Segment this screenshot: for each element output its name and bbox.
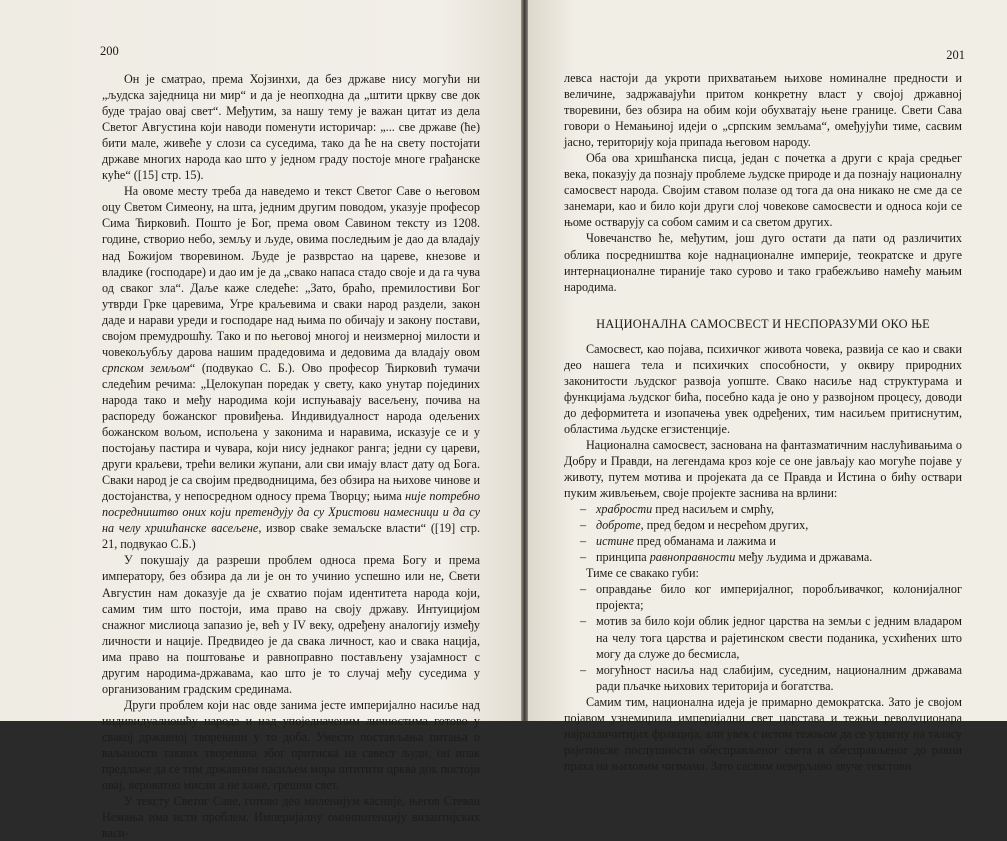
- right-page-number: 201: [946, 48, 965, 62]
- paragraph: левса настоји да укроти прихватањем њихове номиналне предности и величине, задржавајући притом конкретну власт у својој државној творевини, без обзира на обим који обухватају њене границе. Свети Сава говори о Немањиној идеји о „српским земљама“, омеђујући тиме, сасвим јасно, територију која припада његовом народу.: [564, 71, 962, 150]
- list-item: [564, 517, 962, 533]
- left-page-number: 200: [100, 44, 119, 58]
- list-item: – оправдање било ког империјалног, поробљивачког, колонијалног пројекта;: [564, 581, 962, 613]
- list-item-text: , пред бедом и несрећом других,: [640, 518, 809, 533]
- paragraph: У покушају да разреши проблем односа према Богу и према императору, без обзира да ли је он то учинио успешно или не, Свети Августин нам доказује да је схватио појам идентитета народа који, самим тим што постоји, има право на своју државу. Интуицијом снажног мислиоца запазио је, већ у IV веку, одређену аналогију између личности и нације. Предвидео је да свака личност, као и свака нација, има право на поштовање и равноправно постављену узајамност с другим народима-државама, као што је то случај међу суседима у организованим градским срединама.: [102, 553, 480, 696]
- list-item-text: пред обманама и лажима и: [633, 534, 776, 549]
- emphasis-text: није потребно посредништво оних који претендују да су Христови намесници и да су на челу хришћанске васељене: [102, 489, 480, 536]
- emphasis-text: храбрости: [596, 502, 653, 517]
- paragraph: Он је сматрао, према Хојзинхи, да без државе нису могући ни „људска заједница ни мир“ и да је неопходна да „штити цркву све док буде трајао овај свет“. Међутим, за нашу тему је важан цитат из дела Светог Августина који наводи поменути историчар: „... све државе (ће) бити мале, живеће у слози са суседима, тако да ће на свету постојати државе многих народа као што у једном граду постоје многе грађанске куће“ ([15] стр. 15).: [102, 72, 480, 183]
- right-page: [528, 0, 1007, 773]
- list-item: [564, 501, 962, 517]
- left-page-text: [102, 71, 480, 841]
- emphasis-text: доброте: [596, 518, 641, 533]
- emphasis-text: српском земљом: [102, 360, 190, 375]
- paragraph-text: , извор свake земаљске власти“ ([19] стр. 21, подвукао С.Б.): [102, 521, 480, 552]
- paragraph: Самосвест, као појава, психичког живота човека, развија се као и сваки део нашега тела и психичких способности, у оквиру природних законитости људског развоја уопште. Свако насиље над структурама и функцијама људског бића, посебно када је оно у развојном процесу, доводи до деформитета и изопачења увек одређених, тим насиљем притиснутим, областима људске егзистенције.: [564, 341, 962, 436]
- paragraph: [102, 183, 480, 552]
- paragraph: Други проблем који нас овде занима јесте империјално насиље над индивидуалношћу народа и над упоједначеним личностима готово у свакој државној творевини у то доба. Уместо постављања питања о ваљаности таквих творевина због притиска на савест људи, он ипак предлаже да се тим државним насиљем мора штитити црква док постоји овај, вероватно мисли а не каже, грешни свет.: [102, 697, 480, 793]
- emphasis-text: равноправности: [649, 550, 736, 565]
- right-page-text: [564, 70, 962, 774]
- list-item-text: међу људима и државама.: [735, 550, 873, 565]
- list-item: – могућност насиља над слабијим, суседним, националним државама ради пљачке њихових територија и богатства.: [564, 662, 962, 694]
- list-item: [564, 533, 962, 549]
- book-gutter: [521, 0, 528, 721]
- virtues-list: [564, 501, 962, 565]
- emphasis-text: истине: [596, 534, 634, 549]
- paragraph: Самим тим, национална идеја је примарно демократска. Зато је својом појавом узнемирила империјални свет царстава и тежњи револуционара најразличитијих фракција, али увек с истом тежњом да се уздигну на таласу рајетинске послушности обесправљеног света и обесправљеног до равни праха на њиховим чизмама. Зато сасвим неверљиво звуче текстови: [564, 694, 962, 773]
- list-intro: Тиме се свакако губи:: [586, 566, 699, 581]
- list-item: [564, 549, 962, 565]
- list-item-text: принципа: [596, 550, 650, 565]
- section-heading: НАЦИОНАЛНА САМОСВЕСТ И НЕСПОРАЗУМИ ОКО ЊЕ: [596, 316, 930, 331]
- paragraph: Оба ова хришћанска писца, један с почетка а други с краја средњег века, показују да познају проблеме људске природе и да познају националну самосвест народа. Својим ставом полазе од тога да она никако не сме да се занемари, као и било који други слој човекове самосвести и односа који се њоме остварују са собом самим и са светом других.: [564, 151, 962, 230]
- list-item: – мотив за било који облик једног царства на земљи с једним владаром на челу тога царства и рајетинском свести поданика, усхићених што могу да служе до бесмисла,: [564, 613, 962, 661]
- paragraph: Национална самосвест, заснована на фантазматичним наслућивањима о Добру и Правди, на легендама кроз које се оне јављају као могуће појаве у животу, путем мотива и пројеката да се Правда и Истина о бићу оствари пуким живљењем, своје пројекте заснива на врлини:: [564, 437, 962, 501]
- paragraph-text: “ (подвукао С. Б.). Ово професор Ћирковић тумачи следећим речима: „Целокупан поредак у свету, како унутар појединих народа тако и међу народима који испуњавају васељену, почива на распореду божанског провиђења. Индивидуалност народа одељених божанском вољом, испољена у законима и наравима, исказује се и у постојању пастира и чувара, који нису једнаког ранга; једни су цареви, други краљеви, трећи велики жупани, али сви имају власт дату од Бога. Сваки народ је са својим предводницима, без обзира на њихове чинове и достојанства, у непосредном односу према Творцу; њима: [102, 360, 480, 504]
- paragraph: Човечанство ће, међутим, још дуго остати да пати од различитих облика посредништва које наднационалне империје, теократске и друге интернационалне тираније тако сурово и тако грабежљиво намећу мањим народима.: [564, 231, 962, 294]
- paragraph-text: На овоме месту треба да наведемо и текст Светог Саве о његовом оцу Светом Симеону, на шта, једним другим поводом, указује професор Сима Ћирковић. Пошто је Бог, према овом Савином тексту из 1208. године, створио небо, земљу и људе, овима последњим је дао да владају над Божијом творевином. Људе је разврстао на цареве, кнезове и владике (господаре) и дао им је да „свако напаса стадо своје и да га чува од сваког зла“. Даље каже следеће: „Зато, браћо, премилостиви Бог утврди Грке царевима, Угре краљевима и сваки народ раздели, закон даде и нарави уреди и господаре над њима по обичају и закону постави, својом премудрошћу. Тако и по његовој многој и неизмерној милости и човекољубљу дарова нашим прадедовима и дедовима да владају овом: [102, 184, 480, 359]
- losses-list: [564, 581, 962, 693]
- paragraph: У тексту Светог Саве, готово део миленијум касније, његов Стеван Немања има исти проблем. Империјалну омнипотенцију византијских васи-: [102, 794, 480, 841]
- list-item-text: пред насиљем и смрћу,: [652, 502, 775, 517]
